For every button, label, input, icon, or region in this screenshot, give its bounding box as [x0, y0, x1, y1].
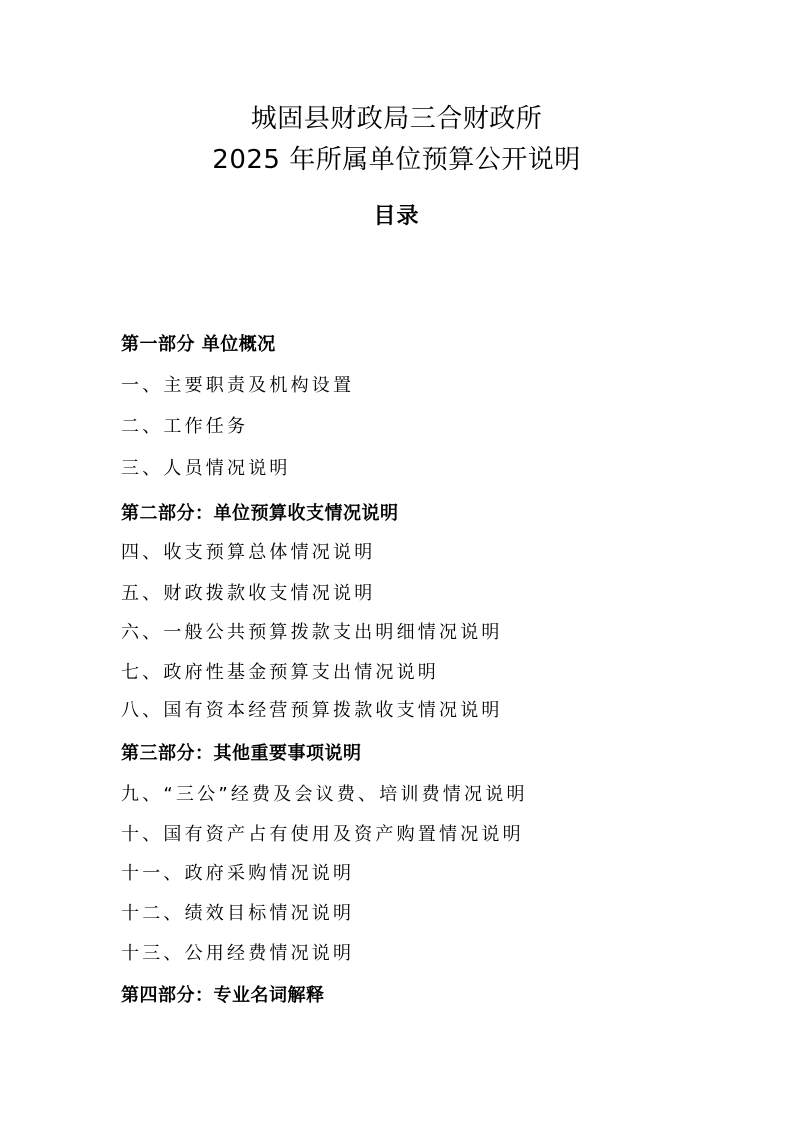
toc-item: 十一、政府采购情况说明	[121, 863, 355, 884]
toc-item: 四、收支预算总体情况说明	[121, 542, 376, 563]
toc-item: 五、财政拨款收支情况说明	[121, 583, 376, 604]
toc-heading: 目录	[373, 204, 420, 229]
toc-item: 七、政府性基金预算支出情况说明	[121, 662, 439, 683]
toc-section-part-4: 第四部分：专业名词解释	[121, 985, 325, 1006]
document-title-line-2: 2025 年所属单位预算公开说明	[212, 145, 581, 175]
toc-item: 三、人员情况说明	[121, 458, 291, 479]
toc-item: 十、国有资产占有使用及资产购置情况说明	[121, 824, 524, 845]
toc-item: 二、工作任务	[121, 416, 249, 437]
toc-item: 十二、绩效目标情况说明	[121, 903, 355, 924]
toc-section-part-1: 第一部分 单位概况	[121, 334, 276, 355]
toc-section-part-2: 第二部分：单位预算收支情况说明	[121, 503, 399, 524]
toc-item: 九、“三公”经费及会议费、培训费情况说明	[121, 784, 528, 805]
toc-item: 十三、公用经费情况说明	[121, 943, 355, 964]
toc-item: 八、国有资本经营预算拨款收支情况说明	[121, 700, 503, 721]
document-title-line-1: 城固县财政局三合财政所	[250, 104, 543, 134]
toc-item: 六、一般公共预算拨款支出明细情况说明	[121, 622, 503, 643]
toc-section-part-3: 第三部分：其他重要事项说明	[121, 743, 362, 764]
toc-item: 一、主要职责及机构设置	[121, 375, 355, 396]
